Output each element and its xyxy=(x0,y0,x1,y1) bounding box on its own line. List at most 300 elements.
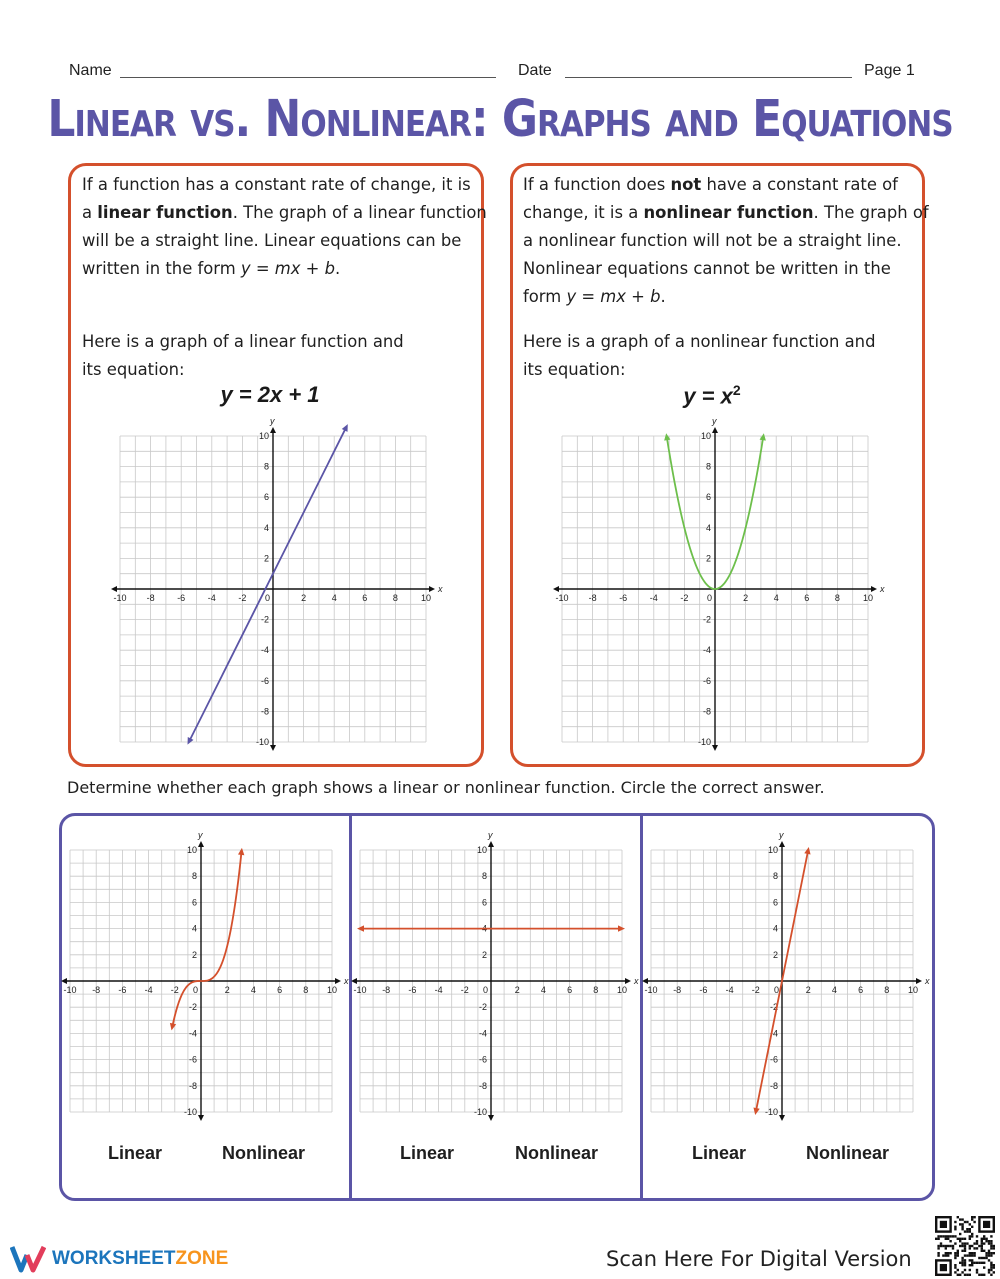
qr-module xyxy=(988,1240,990,1242)
y-axis-label: y xyxy=(712,416,717,426)
y-tick-label: 6 xyxy=(481,897,487,908)
qr-module xyxy=(964,1274,966,1276)
qr-module xyxy=(990,1247,992,1249)
qr-module xyxy=(971,1254,973,1256)
axes xyxy=(111,427,435,751)
y-tick-label: -6 xyxy=(702,675,711,686)
qr-module xyxy=(973,1221,975,1223)
y-axis-label: y xyxy=(488,830,493,840)
qr-module xyxy=(964,1238,966,1240)
qr-module xyxy=(954,1271,956,1273)
qr-module xyxy=(964,1262,966,1264)
x-axis-arrow-left xyxy=(642,978,648,984)
qr-module xyxy=(971,1245,973,1247)
y-axis-arrow-up xyxy=(712,427,718,433)
problem-3-linear-choice[interactable]: Linear xyxy=(692,1143,747,1163)
curve-arrow-end xyxy=(760,433,766,440)
qr-module xyxy=(961,1245,963,1247)
y-tick-label: -8 xyxy=(188,1080,197,1091)
qr-module xyxy=(976,1269,978,1271)
qr-module xyxy=(983,1262,985,1264)
y-tick-label: -6 xyxy=(188,1054,197,1065)
y-tick-label: -2 xyxy=(188,1002,197,1013)
x-tick-label: -6 xyxy=(699,985,708,995)
x-tick-label: 4 xyxy=(250,985,256,995)
x-tick-label: -2 xyxy=(460,985,469,995)
qr-module xyxy=(978,1245,980,1247)
y-tick-label: -2 xyxy=(769,1002,778,1013)
qr-module xyxy=(988,1242,990,1244)
qr-module xyxy=(959,1223,961,1225)
x-tick-label: -6 xyxy=(177,593,186,603)
qr-module xyxy=(964,1247,966,1249)
x-tick-label: -6 xyxy=(118,985,127,995)
name-line[interactable] xyxy=(120,77,496,78)
qr-module xyxy=(937,1238,939,1240)
axes xyxy=(351,841,631,1121)
linear-equation: y = 2x + 1 xyxy=(220,382,320,407)
qr-module xyxy=(985,1252,987,1254)
qr-module xyxy=(973,1252,975,1254)
qr-module xyxy=(966,1274,968,1276)
x-tick-label: -2 xyxy=(680,593,689,603)
qr-module xyxy=(949,1245,951,1247)
qr-module xyxy=(957,1254,959,1256)
x-tick-label: -10 xyxy=(353,985,367,995)
qr-module xyxy=(964,1264,966,1266)
qr-module xyxy=(954,1221,956,1223)
qr-module xyxy=(966,1254,968,1256)
qr-module xyxy=(988,1259,990,1261)
qr-finder xyxy=(983,1221,990,1228)
qr-module xyxy=(969,1230,971,1232)
qr-module xyxy=(969,1238,971,1240)
x-tick-label: 6 xyxy=(804,593,810,603)
qr-module xyxy=(993,1266,995,1268)
qr-module xyxy=(954,1226,956,1228)
x-tick-label: 10 xyxy=(907,985,919,995)
qr-module xyxy=(993,1264,995,1266)
x-axis-label: x xyxy=(634,976,639,986)
qr-module xyxy=(983,1242,985,1244)
qr-module xyxy=(990,1274,992,1276)
qr-module xyxy=(949,1235,951,1237)
qr-module xyxy=(957,1269,959,1271)
qr-module xyxy=(961,1223,963,1225)
qr-module xyxy=(976,1262,978,1264)
x-tick-label: 6 xyxy=(362,593,368,603)
worksheetzone-logo-icon xyxy=(10,1243,46,1273)
y-tick-label: -6 xyxy=(478,1054,487,1065)
qr-module xyxy=(942,1235,944,1237)
qr-module xyxy=(990,1252,992,1254)
qr-module xyxy=(971,1252,973,1254)
problem-1-linear-choice[interactable]: Linear xyxy=(108,1143,163,1163)
qr-code-icon[interactable] xyxy=(935,1216,995,1276)
y-tick-label: 6 xyxy=(191,897,197,908)
problem-2-nonlinear-choice[interactable]: Nonlinear xyxy=(515,1143,599,1163)
qr-module xyxy=(990,1269,992,1271)
curve-arrow-start xyxy=(664,433,670,440)
qr-module xyxy=(969,1254,971,1256)
curve-arrow-start xyxy=(170,1023,176,1031)
qr-module xyxy=(976,1242,978,1244)
x-axis-arrow-right xyxy=(335,978,341,984)
qr-module xyxy=(993,1247,995,1249)
x-axis-label: x xyxy=(344,976,349,986)
qr-module xyxy=(976,1247,978,1249)
y-tick-label: -8 xyxy=(478,1080,487,1091)
y-axis-label: y xyxy=(198,830,203,840)
y-tick-label: -10 xyxy=(183,1107,197,1117)
qr-module xyxy=(983,1235,985,1237)
page-title: Linear vs. Nonlinear: Graphs and Equations xyxy=(47,90,953,149)
y-tick-label: -6 xyxy=(769,1054,778,1065)
y-tick-label: 6 xyxy=(263,492,269,503)
x-axis-arrow-right xyxy=(916,978,922,984)
problem-1-graph xyxy=(62,830,349,1121)
x-tick-label: -4 xyxy=(434,985,443,995)
problem-3-nonlinear-choice[interactable]: Nonlinear xyxy=(806,1143,890,1163)
x-tick-label: -2 xyxy=(751,985,760,995)
x-tick-label: -10 xyxy=(644,985,658,995)
qr-module xyxy=(993,1271,995,1273)
qr-module xyxy=(966,1242,968,1244)
qr-module xyxy=(959,1245,961,1247)
qr-module xyxy=(949,1252,951,1254)
qr-module xyxy=(961,1228,963,1230)
qr-module xyxy=(961,1271,963,1273)
y-tick-label: 6 xyxy=(705,492,711,503)
qr-module xyxy=(978,1257,980,1259)
qr-module xyxy=(969,1252,971,1254)
qr-module xyxy=(952,1235,954,1237)
problem-1-nonlinear-choice[interactable]: Nonlinear xyxy=(222,1143,306,1163)
qr-module xyxy=(957,1250,959,1252)
qr-module xyxy=(988,1271,990,1273)
date-line[interactable] xyxy=(565,77,852,78)
qr-module xyxy=(988,1269,990,1271)
qr-module xyxy=(988,1252,990,1254)
problem-2-graph xyxy=(352,830,639,1121)
x-tick-label: -10 xyxy=(555,593,569,603)
x-tick-label: -4 xyxy=(649,593,658,603)
origin-label: 0 xyxy=(482,985,488,995)
qr-module xyxy=(971,1259,973,1261)
x-tick-label: -8 xyxy=(92,985,101,995)
x-axis-arrow-left xyxy=(351,978,357,984)
qr-module xyxy=(947,1252,949,1254)
qr-module xyxy=(947,1235,949,1237)
qr-module xyxy=(971,1233,973,1235)
qr-module xyxy=(959,1238,961,1240)
x-tick-label: 6 xyxy=(277,985,283,995)
x-tick-label: 4 xyxy=(831,985,837,995)
x-tick-label: 8 xyxy=(593,985,599,995)
linear-example-graph xyxy=(110,416,443,747)
x-tick-label: 6 xyxy=(567,985,573,995)
origin-label: 0 xyxy=(706,593,712,603)
function-curve xyxy=(172,851,241,1028)
qr-module xyxy=(954,1254,956,1256)
y-tick-label: -2 xyxy=(702,614,711,625)
qr-module xyxy=(981,1245,983,1247)
function-curve xyxy=(189,427,347,742)
x-tick-label: -8 xyxy=(382,985,391,995)
nonlinear-example-graph xyxy=(552,416,885,747)
qr-finder xyxy=(940,1264,947,1271)
qr-module xyxy=(964,1250,966,1252)
qr-module xyxy=(957,1238,959,1240)
y-tick-label: 4 xyxy=(705,522,711,533)
nonlinear-graph-intro: Here is a graph of a nonlinear function and its equation: xyxy=(523,332,876,379)
x-tick-label: -4 xyxy=(725,985,734,995)
y-axis-arrow-down xyxy=(488,1115,494,1121)
x-axis-arrow-left xyxy=(553,586,559,592)
y-tick-label: 2 xyxy=(705,553,711,564)
y-tick-label: 8 xyxy=(772,871,778,882)
x-tick-label: 8 xyxy=(884,985,890,995)
y-tick-label: 8 xyxy=(191,871,197,882)
qr-module xyxy=(971,1216,973,1218)
qr-module xyxy=(981,1262,983,1264)
y-tick-label: -4 xyxy=(260,645,269,656)
y-axis-arrow-up xyxy=(779,841,785,847)
qr-module xyxy=(940,1235,942,1237)
x-tick-label: 4 xyxy=(331,593,337,603)
linear-graph-intro: Here is a graph of a linear function and its equation: xyxy=(82,332,404,379)
x-axis-arrow-left xyxy=(111,586,117,592)
y-tick-label: -10 xyxy=(697,737,711,747)
qr-module xyxy=(961,1218,963,1220)
origin-label: 0 xyxy=(773,985,779,995)
qr-module xyxy=(990,1245,992,1247)
x-tick-label: -2 xyxy=(170,985,179,995)
y-tick-label: -6 xyxy=(260,675,269,686)
y-tick-label: -4 xyxy=(188,1028,197,1039)
qr-module xyxy=(971,1262,973,1264)
y-axis-arrow-up xyxy=(198,841,204,847)
y-tick-label: 8 xyxy=(263,461,269,472)
x-tick-label: 8 xyxy=(303,985,309,995)
qr-module xyxy=(947,1254,949,1256)
curve-arrow-start xyxy=(357,925,364,931)
qr-module xyxy=(971,1218,973,1220)
qr-module xyxy=(971,1264,973,1266)
x-tick-label: -10 xyxy=(113,593,127,603)
x-tick-label: 2 xyxy=(514,985,520,995)
qr-module xyxy=(937,1247,939,1249)
x-tick-label: 8 xyxy=(392,593,398,603)
origin-label: 0 xyxy=(192,985,198,995)
x-axis-label: x xyxy=(880,584,885,594)
x-tick-label: 2 xyxy=(301,593,307,603)
qr-module xyxy=(945,1235,947,1237)
nonlinear-definition: If a function does not have a constant rate of change, it is a nonlinear function. The graph of a nonlinear function will not be a straight line. Nonlinear equations cannot be written in the form y = mx + b. xyxy=(523,175,929,306)
y-tick-label: 10 xyxy=(700,431,711,441)
y-axis-arrow-down xyxy=(198,1115,204,1121)
x-tick-label: -8 xyxy=(588,593,597,603)
qr-module xyxy=(961,1238,963,1240)
qr-module xyxy=(937,1245,939,1247)
qr-module xyxy=(969,1245,971,1247)
qr-module xyxy=(976,1240,978,1242)
qr-module xyxy=(990,1266,992,1268)
qr-module xyxy=(945,1252,947,1254)
x-tick-label: -6 xyxy=(619,593,628,603)
x-axis-arrow-left xyxy=(61,978,67,984)
problem-2-linear-choice[interactable]: Linear xyxy=(400,1143,455,1163)
qr-module xyxy=(983,1266,985,1268)
qr-module xyxy=(969,1274,971,1276)
y-tick-label: -10 xyxy=(473,1107,487,1117)
qr-module xyxy=(981,1238,983,1240)
qr-module xyxy=(969,1269,971,1271)
x-tick-label: -6 xyxy=(408,985,417,995)
x-tick-label: 2 xyxy=(743,593,749,603)
qr-module xyxy=(988,1250,990,1252)
y-tick-label: -4 xyxy=(702,645,711,656)
y-tick-label: -4 xyxy=(769,1028,778,1039)
y-tick-label: 4 xyxy=(191,923,197,934)
x-tick-label: 10 xyxy=(616,985,628,995)
qr-module xyxy=(952,1245,954,1247)
x-tick-label: 6 xyxy=(858,985,864,995)
qr-module xyxy=(949,1240,951,1242)
x-tick-label: 2 xyxy=(224,985,230,995)
qr-module xyxy=(983,1257,985,1259)
qr-module xyxy=(959,1274,961,1276)
qr-module xyxy=(990,1235,992,1237)
curve-arrow-end xyxy=(804,847,810,854)
x-tick-label: 4 xyxy=(773,593,779,603)
x-tick-label: 8 xyxy=(834,593,840,603)
qr-module xyxy=(973,1254,975,1256)
qr-module xyxy=(964,1259,966,1261)
qr-module xyxy=(954,1235,956,1237)
qr-module xyxy=(976,1271,978,1273)
y-tick-label: 2 xyxy=(191,949,197,960)
y-tick-label: -4 xyxy=(478,1028,487,1039)
x-tick-label: -10 xyxy=(63,985,77,995)
qr-module xyxy=(952,1247,954,1249)
y-tick-label: -10 xyxy=(255,737,269,747)
qr-module xyxy=(981,1240,983,1242)
qr-module xyxy=(945,1254,947,1256)
qr-module xyxy=(969,1235,971,1237)
qr-module xyxy=(957,1252,959,1254)
x-tick-label: 10 xyxy=(862,593,874,603)
y-axis-arrow-up xyxy=(488,841,494,847)
qr-module xyxy=(985,1257,987,1259)
qr-module xyxy=(983,1250,985,1252)
qr-module xyxy=(942,1245,944,1247)
y-tick-label: -8 xyxy=(702,706,711,717)
qr-module xyxy=(971,1226,973,1228)
qr-module xyxy=(969,1223,971,1225)
qr-module xyxy=(978,1262,980,1264)
qr-module xyxy=(954,1257,956,1259)
x-axis-label: x xyxy=(438,584,443,594)
qr-module xyxy=(961,1262,963,1264)
qr-module xyxy=(990,1240,992,1242)
qr-module xyxy=(959,1218,961,1220)
qr-module xyxy=(983,1274,985,1276)
y-tick-label: 10 xyxy=(767,845,778,855)
qr-module xyxy=(937,1254,939,1256)
x-tick-label: -2 xyxy=(238,593,247,603)
y-tick-label: 8 xyxy=(481,871,487,882)
curve-arrow-end xyxy=(238,848,244,855)
scan-caption: Scan Here For Digital Version xyxy=(606,1247,912,1271)
y-tick-label: 4 xyxy=(481,923,487,934)
qr-module xyxy=(945,1245,947,1247)
x-tick-label: -8 xyxy=(673,985,682,995)
qr-module xyxy=(959,1233,961,1235)
qr-module xyxy=(964,1269,966,1271)
qr-module xyxy=(964,1245,966,1247)
qr-module xyxy=(954,1264,956,1266)
qr-module xyxy=(957,1216,959,1218)
qr-module xyxy=(945,1238,947,1240)
qr-module xyxy=(961,1257,963,1259)
qr-module xyxy=(981,1274,983,1276)
instructions: Determine whether each graph shows a linear or nonlinear function. Circle the correct answer. xyxy=(67,778,825,797)
qr-module xyxy=(940,1245,942,1247)
qr-module xyxy=(959,1262,961,1264)
qr-module xyxy=(969,1247,971,1249)
y-tick-label: 4 xyxy=(263,522,269,533)
qr-module xyxy=(959,1240,961,1242)
qr-module xyxy=(976,1235,978,1237)
qr-module xyxy=(966,1230,968,1232)
qr-module xyxy=(983,1238,985,1240)
curve-arrow-start xyxy=(753,1107,759,1114)
linear-definition: If a function has a constant rate of change, it is a linear function. The graph of a linear function will be a straight line. Linear equations can be written in the form y = mx + b. xyxy=(82,175,487,278)
qr-module xyxy=(940,1242,942,1244)
origin-label: 0 xyxy=(264,593,270,603)
qr-module xyxy=(966,1228,968,1230)
x-tick-label: 2 xyxy=(805,985,811,995)
y-tick-label: -2 xyxy=(478,1002,487,1013)
qr-module xyxy=(947,1238,949,1240)
qr-module xyxy=(973,1247,975,1249)
qr-module xyxy=(954,1252,956,1254)
qr-module xyxy=(981,1250,983,1252)
qr-module xyxy=(961,1259,963,1261)
qr-module xyxy=(981,1242,983,1244)
y-axis-arrow-up xyxy=(270,427,276,433)
y-tick-label: 2 xyxy=(481,949,487,960)
y-tick-label: 2 xyxy=(263,553,269,564)
qr-module xyxy=(942,1254,944,1256)
page-number: Page 1 xyxy=(864,62,915,79)
qr-module xyxy=(990,1262,992,1264)
y-tick-label: 10 xyxy=(258,431,269,441)
qr-module xyxy=(981,1257,983,1259)
qr-module xyxy=(985,1238,987,1240)
y-axis-label: y xyxy=(270,416,275,426)
qr-module xyxy=(964,1254,966,1256)
qr-module xyxy=(961,1250,963,1252)
qr-module xyxy=(935,1238,937,1240)
qr-module xyxy=(969,1264,971,1266)
x-axis-label: x xyxy=(925,976,930,986)
curve-arrow-end xyxy=(618,925,625,931)
y-tick-label: 8 xyxy=(705,461,711,472)
qr-module xyxy=(964,1242,966,1244)
x-tick-label: 4 xyxy=(540,985,546,995)
